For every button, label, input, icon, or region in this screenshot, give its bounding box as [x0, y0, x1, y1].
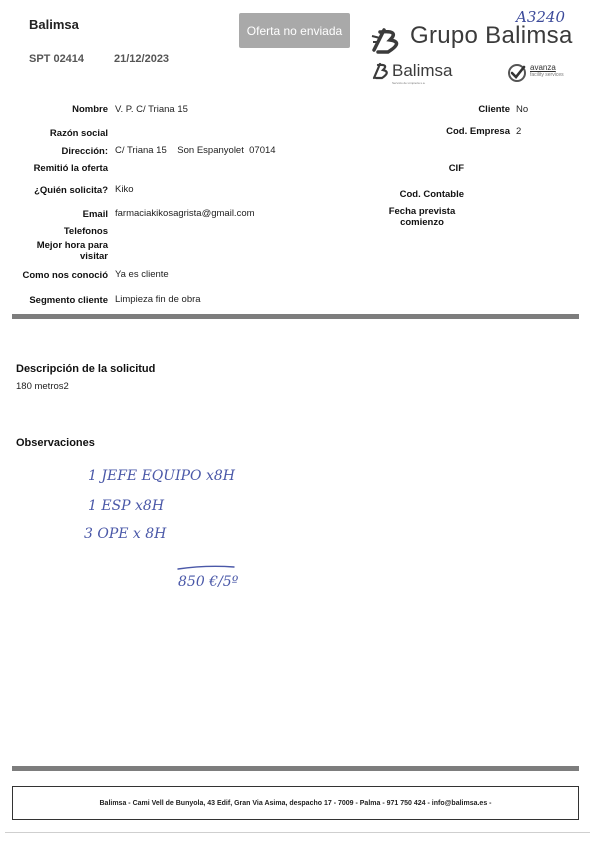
balimsa-logo-text: Balimsa [392, 61, 453, 80]
avanza-logo-icon [507, 63, 527, 83]
value-cod-empresa: 2 [516, 126, 522, 137]
label-email: Email [82, 209, 108, 220]
grupo-balimsa-logo-text: Grupo Balimsa [410, 22, 573, 49]
status-badge: Oferta no enviada [239, 13, 350, 48]
handwritten-line-2: 1 ESP x8H [88, 498, 165, 514]
label-direccion: Dirección: [61, 146, 108, 157]
value-email: farmaciakikosagrista@gmail.com [115, 208, 255, 219]
description-text: 180 metros2 [16, 381, 69, 392]
label-telefonos: Telefonos [63, 226, 108, 237]
label-segmento-cliente: Segmento cliente [29, 295, 108, 306]
document-date: 21/12/2023 [114, 53, 170, 65]
handwritten-reference: A3240 [516, 8, 566, 26]
handwritten-underline [176, 564, 236, 572]
footer-address: Balimsa - Cami Vell de Bunyola, 43 Edif, Gran Via Asima, despacho 17 - 7009 - Palma - 971 750 424 - info@balimsa.es - [12, 786, 579, 820]
value-quien-solicita: Kiko [115, 184, 134, 195]
label-cod-contable: Cod. Contable [399, 189, 464, 200]
value-direccion: C/ Triana 15 Son Espanyolet 07014 [115, 145, 276, 156]
label-mejor-hora: Mejor hora para visitar [36, 240, 108, 262]
label-nombre: Nombre [72, 104, 108, 115]
company-name: Balimsa [29, 17, 79, 32]
handwritten-total: 850 €/5º [178, 574, 239, 590]
section-separator [12, 314, 579, 319]
label-razon-social: Razón social [49, 128, 108, 139]
handwritten-line-3: 3 OPE x 8H [84, 526, 167, 542]
label-cif: CIF [448, 163, 464, 174]
grupo-balimsa-logo-icon [370, 26, 406, 54]
label-cod-empresa: Cod. Empresa [446, 126, 510, 137]
label-quien-solicita: ¿Quién solicita? [34, 185, 108, 196]
value-segmento-cliente: Limpieza fin de obra [115, 294, 201, 305]
observations-title: Observaciones [16, 437, 95, 449]
balimsa-logo-tagline: Servicio de Limpieza s.a. [392, 81, 426, 85]
label-remitio-oferta: Remitió la oferta [33, 163, 108, 174]
balimsa-logo-icon [371, 62, 391, 80]
value-como-nos-conocio: Ya es cliente [115, 269, 169, 280]
avanza-logo-text: avanza [530, 63, 556, 72]
label-como-nos-conocio: Como nos conoció [22, 270, 108, 281]
label-fecha-prevista: Fecha prevista comienzo [388, 206, 456, 228]
value-nombre: V. P. C/ Triana 15 [115, 104, 188, 115]
handwritten-line-1: 1 JEFE EQUIPO x8H [88, 468, 235, 484]
footer-separator [12, 766, 579, 771]
document-code: SPT 02414 [29, 53, 85, 65]
avanza-logo-tagline: facility services [530, 72, 564, 78]
description-title: Descripción de la solicitud [16, 363, 156, 375]
page-bottom-line [5, 832, 590, 833]
label-cliente: Cliente [478, 104, 510, 115]
value-cliente: No [516, 104, 529, 115]
